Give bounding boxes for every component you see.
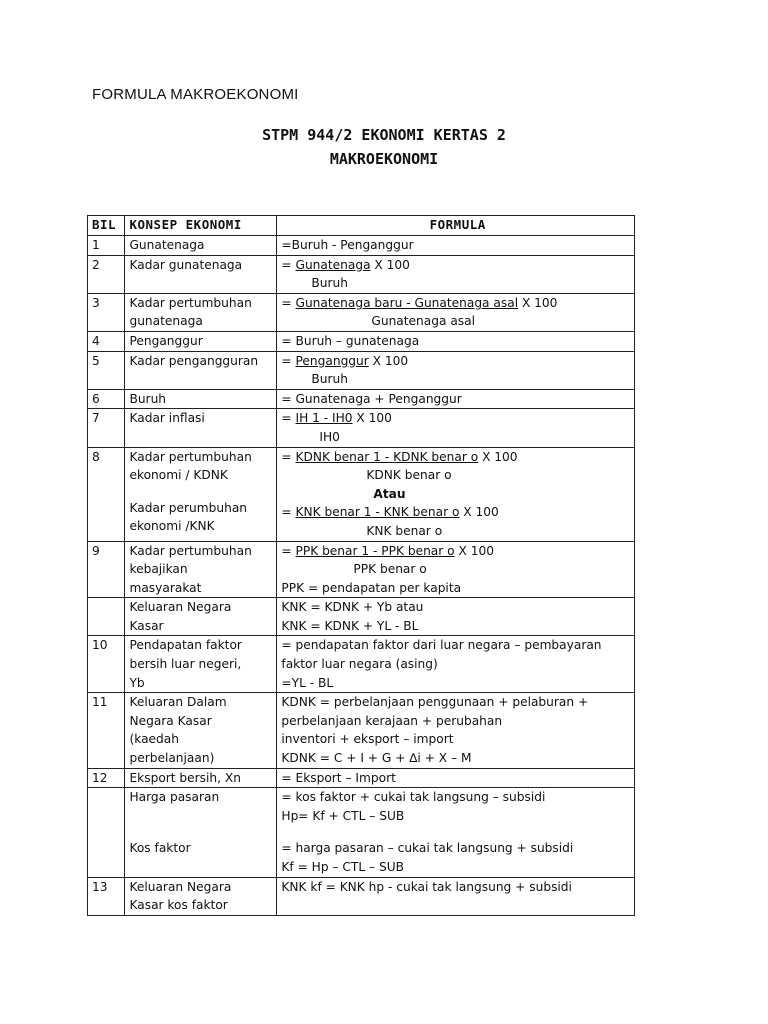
table-row: [88, 351, 635, 389]
table-row: [88, 541, 635, 598]
concept-line: kebajikan: [129, 562, 188, 577]
formula-cell: [277, 255, 635, 293]
denominator: PPK benar o: [353, 562, 427, 577]
row-number: 4: [88, 331, 125, 351]
formula-table: [87, 215, 635, 916]
row-number: 7: [88, 409, 125, 447]
numerator: KNK benar 1 - KNK benar o: [295, 505, 460, 520]
formula-text: =: [281, 353, 296, 368]
formula-text: X 100: [454, 543, 494, 558]
row-number: 9: [88, 541, 125, 598]
row-number: 1: [88, 236, 125, 256]
table-row: [88, 598, 635, 636]
denominator: Buruh: [311, 276, 348, 291]
numerator: KDNK benar 1 - KDNK benar o: [295, 449, 479, 464]
concept-cell: [125, 293, 277, 331]
table-row: [88, 255, 635, 293]
concept-line: Kasar kos faktor: [129, 898, 228, 913]
formula-text: faktor luar negara (asing): [281, 657, 438, 672]
concept-line: bersih luar negeri,: [129, 657, 242, 672]
concept-line: Keluaran Negara: [129, 600, 232, 615]
formula-cell: [277, 351, 635, 389]
header-bil: BIL: [88, 216, 125, 236]
numerator: Gunatenaga: [295, 257, 371, 272]
concept-line: Kadar pertumbuhan: [129, 295, 252, 310]
concept-cell: [125, 447, 277, 541]
denominator: IH0: [319, 429, 340, 444]
formula-text: X 100: [370, 257, 410, 272]
concept-line: gunatenaga: [129, 314, 203, 329]
table-row: [88, 389, 635, 409]
concept-line: Harga pasaran: [129, 790, 220, 805]
formula-text: X 100: [518, 295, 558, 310]
concept-line: perbelanjaan): [129, 751, 215, 766]
formula-cell: [277, 293, 635, 331]
denominator: KDNK benar o: [366, 468, 452, 483]
denominator: Gunatenaga asal: [371, 314, 475, 329]
numerator: IH 1 - IH0: [295, 411, 353, 426]
page-title-line1: STPM 944/2 EKONOMI KERTAS 2: [262, 126, 506, 144]
concept-cell: [125, 877, 277, 915]
formula-cell: = Buruh – gunatenaga: [277, 331, 635, 351]
concept-line: masyarakat: [129, 580, 202, 595]
table-header-row: [88, 216, 635, 236]
formula-text: KNK = KDNK + Yb atau: [281, 600, 424, 615]
table-row: [88, 877, 635, 915]
formula-text: =: [281, 295, 296, 310]
table-row: [88, 236, 635, 256]
table-row: [88, 447, 635, 541]
numerator: Gunatenaga baru - Gunatenaga asal: [295, 295, 519, 310]
concept-cell: [125, 788, 277, 877]
concept-line: Yb: [129, 675, 145, 690]
denominator: KNK benar o: [366, 523, 443, 538]
concept-line: ekonomi / KDNK: [129, 468, 228, 483]
numerator: Penganggur: [295, 353, 369, 368]
header-konsep: KONSEP EKONOMI: [125, 216, 277, 236]
concept-line: Keluaran Dalam: [129, 695, 227, 710]
formula-text: =: [281, 505, 296, 520]
row-number: 6: [88, 389, 125, 409]
formula-text: = pendapatan faktor dari luar negara – pembayaran: [281, 638, 602, 653]
formula-text: = harga pasaran – cukai tak langsung + subsidi: [281, 841, 574, 856]
concept-cell: Penganggur: [125, 331, 277, 351]
denominator: Buruh: [311, 372, 348, 387]
formula-text: =: [281, 257, 296, 272]
table-row: [88, 768, 635, 788]
formula-cell: [277, 788, 635, 877]
formula-cell: = Gunatenaga + Penganggur: [277, 389, 635, 409]
formula-text: inventori + eksport – import: [281, 732, 454, 747]
formula-text: X 100: [459, 505, 499, 520]
concept-cell: Kadar pengangguran: [125, 351, 277, 389]
formula-cell: [277, 598, 635, 636]
row-number: 13: [88, 877, 125, 915]
concept-line: Kos faktor: [129, 841, 191, 856]
row-number: 5: [88, 351, 125, 389]
header-formula: FORMULA: [277, 216, 635, 236]
row-number: 10: [88, 636, 125, 693]
row-number: [88, 788, 125, 877]
formula-cell: = Eksport – Import: [277, 768, 635, 788]
concept-line: (kaedah: [129, 732, 179, 747]
row-number: 3: [88, 293, 125, 331]
row-number: 8: [88, 447, 125, 541]
document-label: FORMULA MAKROEKONOMI: [92, 86, 299, 103]
table-row: [88, 293, 635, 331]
formula-cell: [277, 409, 635, 447]
formula-cell: KNK kf = KNK hp - cukai tak langsung + subsidi: [277, 877, 635, 915]
concept-line: Keluaran Negara: [129, 879, 232, 894]
concept-cell: Gunatenaga: [125, 236, 277, 256]
concept-cell: Kadar inflasi: [125, 409, 277, 447]
formula-text: perbelanjaan kerajaan + perubahan: [281, 713, 503, 728]
concept-cell: [125, 693, 277, 768]
formula-text: =YL - BL: [281, 675, 334, 690]
formula-text: =: [281, 411, 296, 426]
formula-text: =: [281, 449, 296, 464]
row-number: 2: [88, 255, 125, 293]
formula-cell: [277, 693, 635, 768]
formula-text: Kf = Hp – CTL – SUB: [281, 860, 404, 874]
table-row: [88, 693, 635, 768]
formula-text: X 100: [352, 411, 392, 426]
concept-line: Pendapatan faktor: [129, 638, 242, 653]
row-number: 11: [88, 693, 125, 768]
formula-cell: [277, 447, 635, 541]
formula-text: KNK = KDNK + YL - BL: [281, 618, 419, 633]
concept-cell: [125, 636, 277, 693]
formula-text: Hp= Kf + CTL – SUB: [281, 808, 405, 823]
formula-text: KDNK = C + I + G + ∆i + X – M: [281, 751, 472, 766]
concept-line: Negara Kasar: [129, 713, 212, 728]
concept-line: Kadar pertumbuhan: [129, 449, 252, 464]
row-number: [88, 598, 125, 636]
formula-text: KDNK = perbelanjaan penggunaan + pelaburan +: [281, 695, 589, 710]
concept-cell: [125, 541, 277, 598]
table-row: [88, 636, 635, 693]
table-row: [88, 331, 635, 351]
table-row: [88, 409, 635, 447]
formula-cell: [277, 541, 635, 598]
concept-line: Kadar pertumbuhan: [129, 543, 252, 558]
formula-note: PPK = pendapatan per kapita: [281, 580, 462, 595]
numerator: PPK benar 1 - PPK benar o: [295, 543, 455, 558]
concept-cell: [125, 598, 277, 636]
formula-text: = kos faktor + cukai tak langsung – subsidi: [281, 790, 546, 805]
concept-cell: Buruh: [125, 389, 277, 409]
formula-cell: =Buruh - Penganggur: [277, 236, 635, 256]
concept-cell: Kadar gunatenaga: [125, 255, 277, 293]
atau-label: Atau: [373, 486, 406, 501]
page-title-line2: MAKROEKONOMI: [329, 150, 439, 168]
concept-cell: Eksport bersih, Xn: [125, 768, 277, 788]
concept-line: ekonomi /KNK: [129, 519, 215, 534]
concept-line: Kasar: [129, 618, 164, 633]
formula-cell: [277, 636, 635, 693]
formula-text: X 100: [478, 449, 518, 464]
formula-text: X 100: [368, 353, 409, 368]
concept-line: Kadar perumbuhan: [129, 500, 248, 515]
row-number: 12: [88, 768, 125, 788]
formula-text: =: [281, 543, 296, 558]
table-row: [88, 788, 635, 877]
